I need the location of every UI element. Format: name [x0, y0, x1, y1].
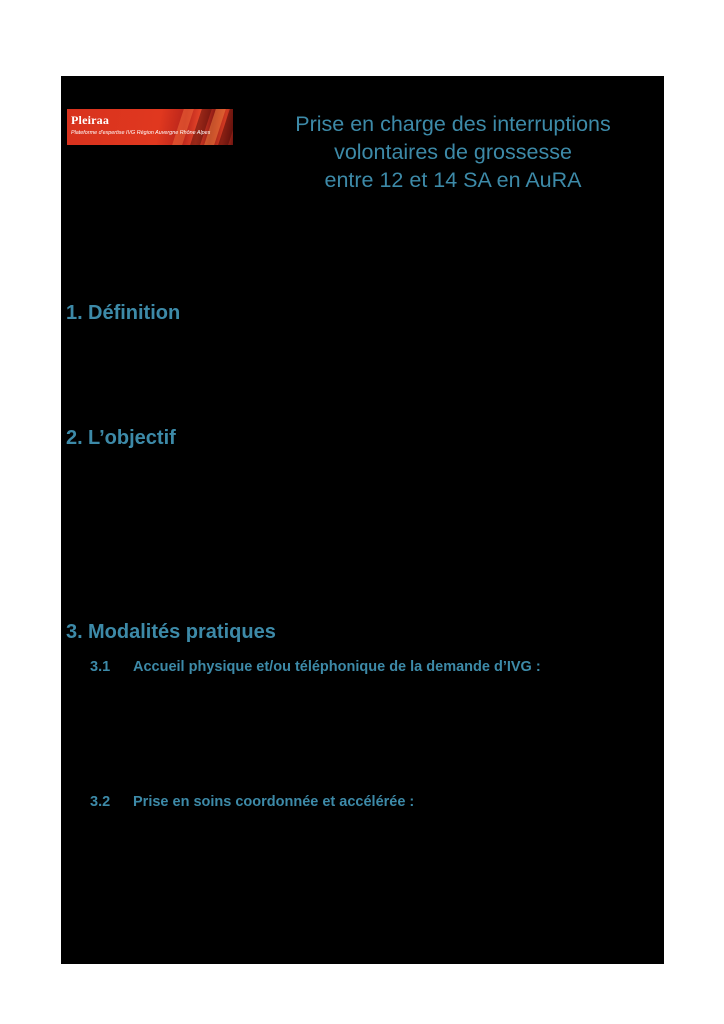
section-label: Définition: [88, 302, 181, 324]
subsection-heading-prise-en-soins: [90, 794, 414, 810]
document-page: [61, 76, 664, 964]
section-label: Modalités pratiques: [88, 621, 276, 643]
section-heading-modalites: [66, 621, 276, 644]
logo-name: Pleiraa: [71, 113, 110, 127]
logo-subtitle: Plateforme d'expertise IVG Région Auvergne Rhône Alpes: [71, 130, 211, 136]
pleiraa-logo: [67, 109, 233, 145]
document-title: Prise en charge des interruptions volontaires de grossesse entre 12 et 14 SA en AuRA: [295, 112, 611, 192]
subsection-heading-accueil: [90, 659, 541, 675]
subsection-label: Accueil physique et/ou téléphonique de la demande d’IVG :: [133, 659, 541, 675]
section-label: L’objectif: [88, 427, 176, 449]
section-number: 2.: [66, 427, 83, 449]
section-heading-objectif: [66, 427, 176, 450]
section-number: 3.: [66, 621, 83, 643]
subsection-number: 3.1: [90, 659, 111, 675]
subsection-label: Prise en soins coordonnée et accélérée :: [133, 794, 415, 810]
subsection-number: 3.2: [90, 794, 111, 810]
section-number: 1.: [66, 302, 83, 324]
section-heading-definition: [66, 302, 180, 325]
